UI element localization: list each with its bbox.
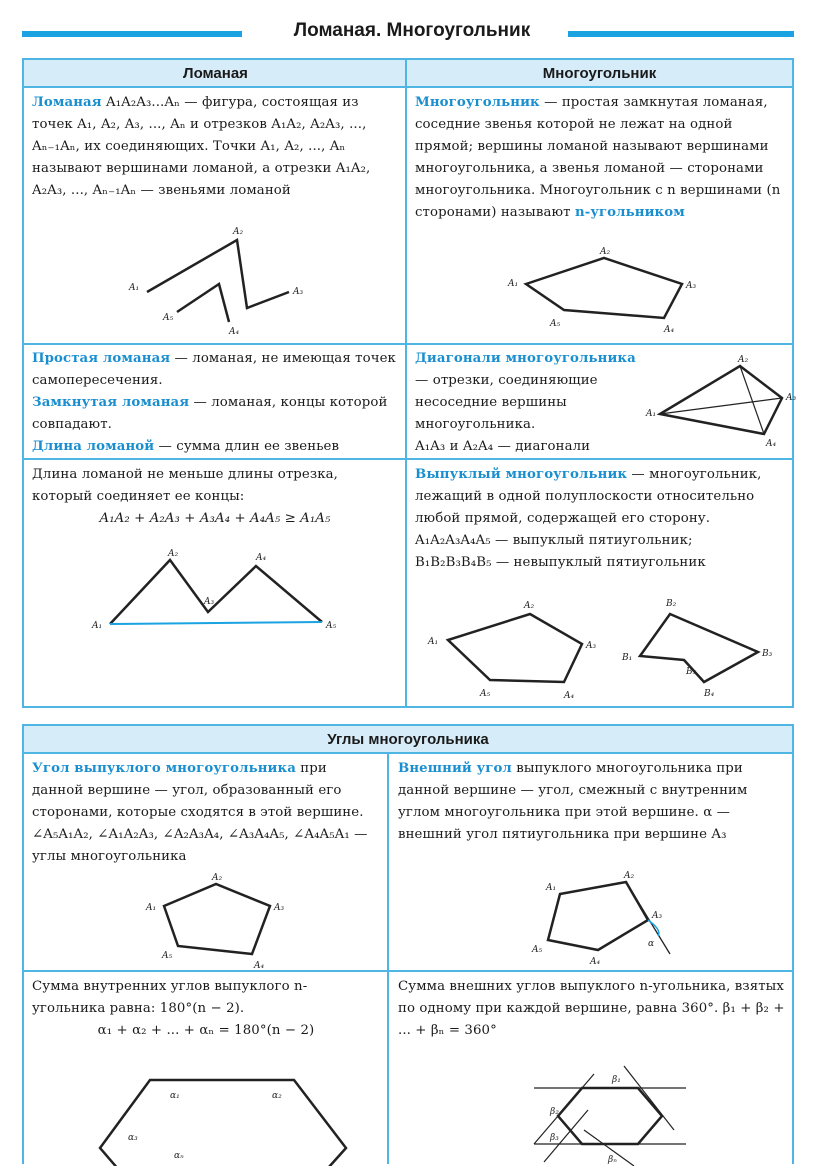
term-interior-angle: Угол выпуклого многоугольника	[32, 761, 296, 776]
label-alphan: αₙ	[174, 1151, 184, 1161]
label-a2: A₂	[738, 355, 749, 365]
label-a1: A₁	[146, 903, 157, 913]
label-a2: A₂	[624, 871, 635, 881]
exterior-angle-text: выпуклого многоугольника при данной вершине — угол, смежный с внутренним углом многоугольника при этой вершине. α — внешний угол пятиугольника при вершине A₃	[398, 761, 748, 842]
inequality-diagram	[84, 548, 364, 638]
row-divider-2	[24, 458, 792, 460]
polyline-diagram	[119, 222, 319, 337]
interior-sum	[32, 976, 380, 1042]
page-title: Ломаная. Многоугольник	[293, 20, 531, 41]
term-closed-polyline: Замкнутая ломаная	[32, 395, 190, 410]
label-a4: A₄	[254, 961, 265, 971]
polyline-inequality	[32, 464, 398, 530]
polygon-angles-table	[22, 724, 794, 1164]
exterior-angle-diagram	[518, 872, 688, 972]
interior-angle-definition	[32, 758, 380, 868]
polygon-definition-text: — простая замкнутая ломаная, соседние звенья которой не лежат на одной прямой; вершины ломаной называют вершинами многоугольника, а звенья ломаной — сторонами многоугольника. Многоугольник с n вершинами (n сторонами) называют	[415, 95, 781, 220]
polyline-definition	[32, 92, 398, 202]
polygon-diagram	[504, 248, 714, 338]
label-alpha2: α₂	[272, 1091, 282, 1101]
convex-definition	[415, 464, 785, 574]
header-polyline: Ломаная	[24, 60, 407, 88]
inequality-text: Длина ломаной не меньше длины отрезка, который соединяет ее концы:	[32, 467, 338, 504]
term-polygon: Многоугольник	[415, 95, 540, 110]
hexagon-interior-diagram	[94, 1056, 354, 1166]
label-a1: A₁	[428, 637, 439, 647]
exterior-sum-text: Сумма внешних углов выпуклого n-угольника, взятых по одному при каждой вершине, равна 360°. β₁ + β₂ + ... + βₙ = 360°	[398, 979, 785, 1038]
label-a3: A₃	[586, 641, 597, 651]
label-a5: A₅	[550, 319, 561, 329]
label-a1: A₁	[546, 883, 557, 893]
label-a4: A₄	[590, 957, 601, 967]
label-a4: A₄	[229, 327, 240, 337]
label-a4: A₄	[256, 553, 267, 563]
label-a2: A₂	[600, 247, 611, 257]
term-diagonals: Диагонали многоугольника	[415, 351, 636, 366]
polyline-polygon-table	[22, 58, 797, 708]
label-a5: A₅	[326, 621, 337, 631]
label-a2: A₂	[233, 227, 244, 237]
label-a2: A₂	[168, 549, 179, 559]
label-a5: A₅	[162, 951, 173, 961]
label-b3: B₃	[762, 649, 773, 659]
header-polygon: Многоугольник	[407, 60, 792, 88]
exterior-angle-definition	[398, 758, 786, 846]
label-a4: A₄	[564, 691, 575, 701]
label-alpha: α	[648, 939, 655, 949]
title-bar	[22, 16, 794, 52]
label-a1: A₁	[646, 409, 657, 419]
interior-sum-formula: α₁ + α₂ + ... + αₙ = 180°(n − 2)	[97, 1023, 315, 1038]
label-a4: A₄	[664, 325, 675, 335]
convex-example-2: B₁B₂B₃B₄B₅ — невыпуклый пятиугольник	[415, 555, 706, 570]
label-b4: B₄	[704, 689, 715, 699]
interior-angle-diagram	[134, 873, 294, 971]
label-a5: A₅	[163, 313, 174, 323]
diagonals-example: A₁A₃ и A₂A₄ — диагонали	[415, 439, 591, 454]
convex-pentagon-diagram	[424, 598, 614, 703]
term-n-gon: n-угольником	[574, 205, 685, 220]
label-beta2: β₂	[550, 1107, 559, 1117]
label-a5: A₅	[532, 945, 543, 955]
term-polyline-length: Длина ломаной	[32, 439, 155, 454]
convex-example-1: A₁A₂A₃A₄A₅ — выпуклый пятиугольник;	[415, 533, 693, 548]
column-divider	[405, 60, 407, 706]
interior-sum-text: Сумма внутренних углов выпуклого n-угольника равна: 180°(n − 2).	[32, 979, 308, 1016]
term-polyline: Ломаная	[32, 95, 102, 110]
label-a1: A₁	[129, 283, 140, 293]
label-betan: βₙ	[608, 1155, 617, 1165]
label-b1: B₁	[622, 653, 633, 663]
title-rule-right	[568, 31, 794, 37]
hexagon-exterior-diagram	[524, 1070, 694, 1166]
closed-polyline-text: — ломаная, концы которой совпадают.	[32, 395, 388, 432]
header-angles: Углы многоугольника	[24, 726, 792, 754]
label-a4: A₄	[766, 439, 777, 449]
interior-angle-text: при данной вершине — угол, образованный его сторонами, которые сходятся в этой вершине. ∠A₅A₁A₂, ∠A₁A₂A₃, ∠A₂A₃A₄, ∠A₃A₄A₅, ∠A₄A₅A₁ — углы многоугольника	[32, 761, 368, 864]
label-a2: A₂	[524, 601, 535, 611]
nonconvex-pentagon-diagram	[622, 598, 792, 703]
simple-polyline-text: — ломаная, не имеющая точек самопересечения.	[32, 351, 396, 388]
label-a3: A₃	[686, 281, 697, 291]
label-a3: A₃	[652, 911, 663, 921]
label-beta1: β₁	[612, 1075, 621, 1085]
label-a3: A₃	[274, 903, 285, 913]
term-simple-polyline: Простая ломаная	[32, 351, 171, 366]
label-a1: A₁	[508, 279, 519, 289]
label-a3: A₃	[786, 393, 797, 403]
polyline-types	[32, 348, 398, 458]
label-a1: A₁	[92, 621, 103, 631]
polyline-definition-text: A₁A₂A₃...Aₙ — фигура, состоящая из точек A₁, A₂, A₃, ..., Aₙ и отрезков A₁A₂, A₂A₃, ..., Aₙ₋₁Aₙ, их соединяющих. Точки A₁, A₂, ..., Aₙ называют вершинами ломаной, а отрезки A₁A₂, A₂A₃, ..., Aₙ₋₁Aₙ — звеньями ломаной	[32, 95, 371, 198]
label-a5: A₅	[480, 689, 491, 699]
label-alpha1: α₁	[170, 1091, 180, 1101]
row-divider-1	[24, 343, 792, 345]
label-b2: B₂	[666, 599, 677, 609]
polyline-length-text: — сумма длин ее звеньев	[154, 439, 340, 454]
term-convex: Выпуклый многоугольник	[415, 467, 628, 482]
label-alpha3: α₃	[128, 1133, 138, 1143]
title-rule-left	[22, 31, 242, 37]
label-a3: A₃	[204, 597, 215, 607]
label-a3: A₃	[293, 287, 304, 297]
polygon-definition	[415, 92, 785, 224]
label-b5: B₅	[686, 667, 697, 677]
diagonals-definition	[415, 348, 637, 458]
diagonals-diagram	[646, 356, 796, 451]
inequality-formula: A₁A₂ + A₂A₃ + A₃A₄ + A₄A₅ ≥ A₁A₅	[99, 511, 331, 526]
term-exterior-angle: Внешний угол	[398, 761, 512, 776]
label-beta3: β₃	[550, 1133, 559, 1143]
label-a2: A₂	[212, 873, 223, 883]
exterior-sum	[398, 976, 786, 1042]
column-divider	[387, 754, 389, 1164]
convex-text: — многоугольник, лежащий в одной полуплоскости относительно любой прямой, содержащей его сторону.	[415, 467, 762, 526]
diagonals-text: — отрезки, соединяющие несоседние вершины многоугольника.	[415, 373, 598, 432]
